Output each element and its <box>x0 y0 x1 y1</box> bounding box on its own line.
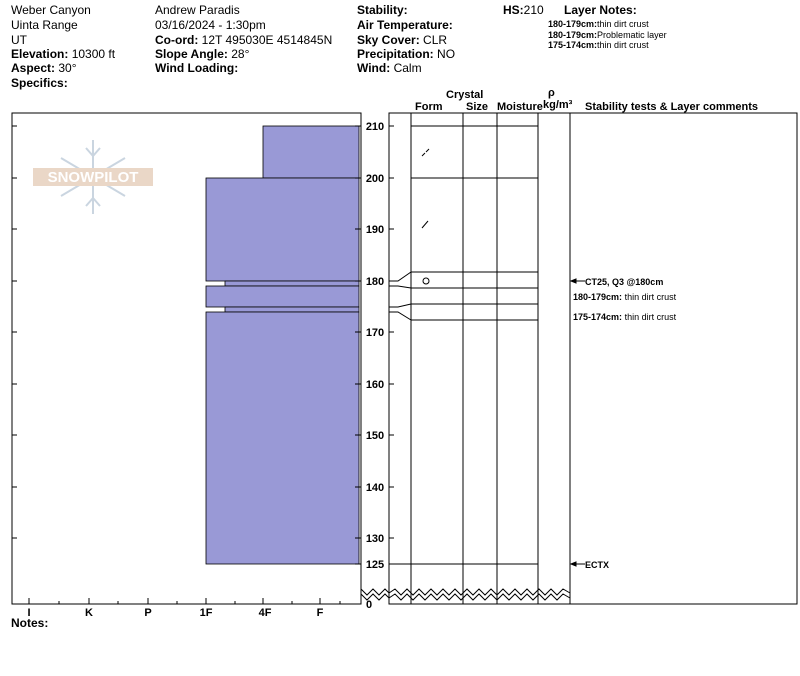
range-name: Uinta Range <box>11 18 78 32</box>
depth-label: 130 <box>365 533 385 545</box>
slope-label: Slope Angle: <box>155 47 228 61</box>
location-name: Weber Canyon <box>11 3 91 17</box>
sky-value: CLR <box>423 33 448 47</box>
snowpilot-watermark <box>33 140 153 214</box>
layer-connector <box>389 312 411 320</box>
depth-label: 150 <box>365 430 385 442</box>
grain-form-symbols <box>422 149 429 284</box>
aspect-label: Aspect: <box>11 61 56 75</box>
slope-value: 28° <box>231 47 250 61</box>
hardness-label: P <box>144 607 152 619</box>
stability-test-comment: ECTX <box>585 560 610 570</box>
layer-note-range: 180-179cm: <box>548 30 598 40</box>
layer-comment <box>573 312 676 322</box>
sky-label: Sky Cover: <box>357 33 420 47</box>
rounded-grain-icon <box>423 278 429 284</box>
crystal-header: Crystal <box>446 89 484 101</box>
layer-comment <box>573 292 676 302</box>
specifics-label: Specifics: <box>11 76 68 90</box>
layer-note-text: thin dirt crust <box>597 40 649 50</box>
crystal-table <box>389 113 797 604</box>
hardness-label: 4F <box>258 607 272 619</box>
hs-value: 210 <box>523 3 544 17</box>
depth-label: 125 <box>365 559 385 571</box>
wind-label: Wind: <box>357 61 391 75</box>
layer-comment-text: thin dirt crust <box>624 312 677 322</box>
depth-label: 180 <box>365 276 385 288</box>
layer-200-180 <box>206 178 359 281</box>
axis-break-zigzag <box>361 589 570 600</box>
moisture-header: Moisture <box>497 101 543 113</box>
layer-210-200 <box>263 126 359 178</box>
layer-174-125 <box>206 312 359 564</box>
stability-test-comment: CT25, Q3 @180cm <box>585 277 664 287</box>
wind-value: Calm <box>393 61 422 75</box>
form-header: Form <box>415 101 443 113</box>
decomposing-fragments-icon <box>422 149 429 156</box>
hardness-axis-ticks <box>29 598 340 604</box>
state-name: UT <box>11 33 27 47</box>
elevation-value: 10300 ft <box>71 47 116 61</box>
layer-175-174 <box>225 307 359 312</box>
depth-label: 190 <box>365 224 385 236</box>
hardness-label: K <box>85 607 93 619</box>
layer-comment-range: 180-179cm: <box>573 292 623 302</box>
depth-label: 0 <box>365 599 373 611</box>
precipitation-particle-icon <box>422 221 428 228</box>
crystal-table-frame <box>389 113 797 604</box>
precip-value: NO <box>437 47 456 61</box>
density-unit-header: kg/m³ <box>543 99 573 111</box>
depth-label: 140 <box>365 482 385 494</box>
aspect-value: 30° <box>58 61 77 75</box>
hardness-layers <box>206 126 359 564</box>
notes-label: Notes: <box>11 616 49 630</box>
precip-label: Precipitation: <box>357 47 434 61</box>
layer-note-range: 180-179cm: <box>548 19 598 29</box>
arrow-icon <box>571 279 576 283</box>
layer-comment-range: 175-174cm: <box>573 312 623 322</box>
hardness-axis-labels <box>27 607 323 619</box>
hardness-label: I <box>27 607 31 619</box>
elevation-label: Elevation: <box>11 47 69 61</box>
layer-connector <box>389 272 411 281</box>
coord-label: Co-ord: <box>155 33 199 47</box>
layer-note-text: Problematic layer <box>597 30 667 40</box>
layer-179-175 <box>206 286 359 307</box>
depth-label: 200 <box>365 173 385 185</box>
layer-comment-text: thin dirt crust <box>624 292 677 302</box>
depth-label: 160 <box>365 379 385 391</box>
size-header: Size <box>466 101 489 113</box>
depth-label: 210 <box>365 121 385 133</box>
layer-note-text: thin dirt crust <box>597 19 649 29</box>
air-temp-label: Air Temperature: <box>357 18 453 32</box>
hs-label: HS: <box>503 3 524 17</box>
stability-label: Stability: <box>357 3 408 17</box>
observation-datetime: 03/16/2024 - 1:30pm <box>155 18 266 32</box>
depth-axis-labels <box>366 121 384 611</box>
coord-value: 12T 495030E 4514845N <box>201 33 333 47</box>
layer-notes-title: Layer Notes: <box>564 3 637 17</box>
layer-connector <box>389 304 411 307</box>
depth-label: 170 <box>365 327 385 339</box>
layer-note-range: 175-174cm: <box>548 40 598 50</box>
watermark-text: SNOWPILOT <box>47 169 139 186</box>
rho-header: ρ <box>548 87 555 99</box>
comment-arrows <box>571 279 585 566</box>
layer-180-179 <box>225 281 359 286</box>
wind-loading-label: Wind Loading: <box>155 61 239 75</box>
observer-name: Andrew Paradis <box>155 3 240 17</box>
hardness-label: F <box>316 607 324 619</box>
hardness-label: 1F <box>199 607 213 619</box>
arrow-icon <box>571 562 576 566</box>
layer-connector <box>389 286 411 288</box>
comments-header: Stability tests & Layer comments <box>585 101 759 113</box>
